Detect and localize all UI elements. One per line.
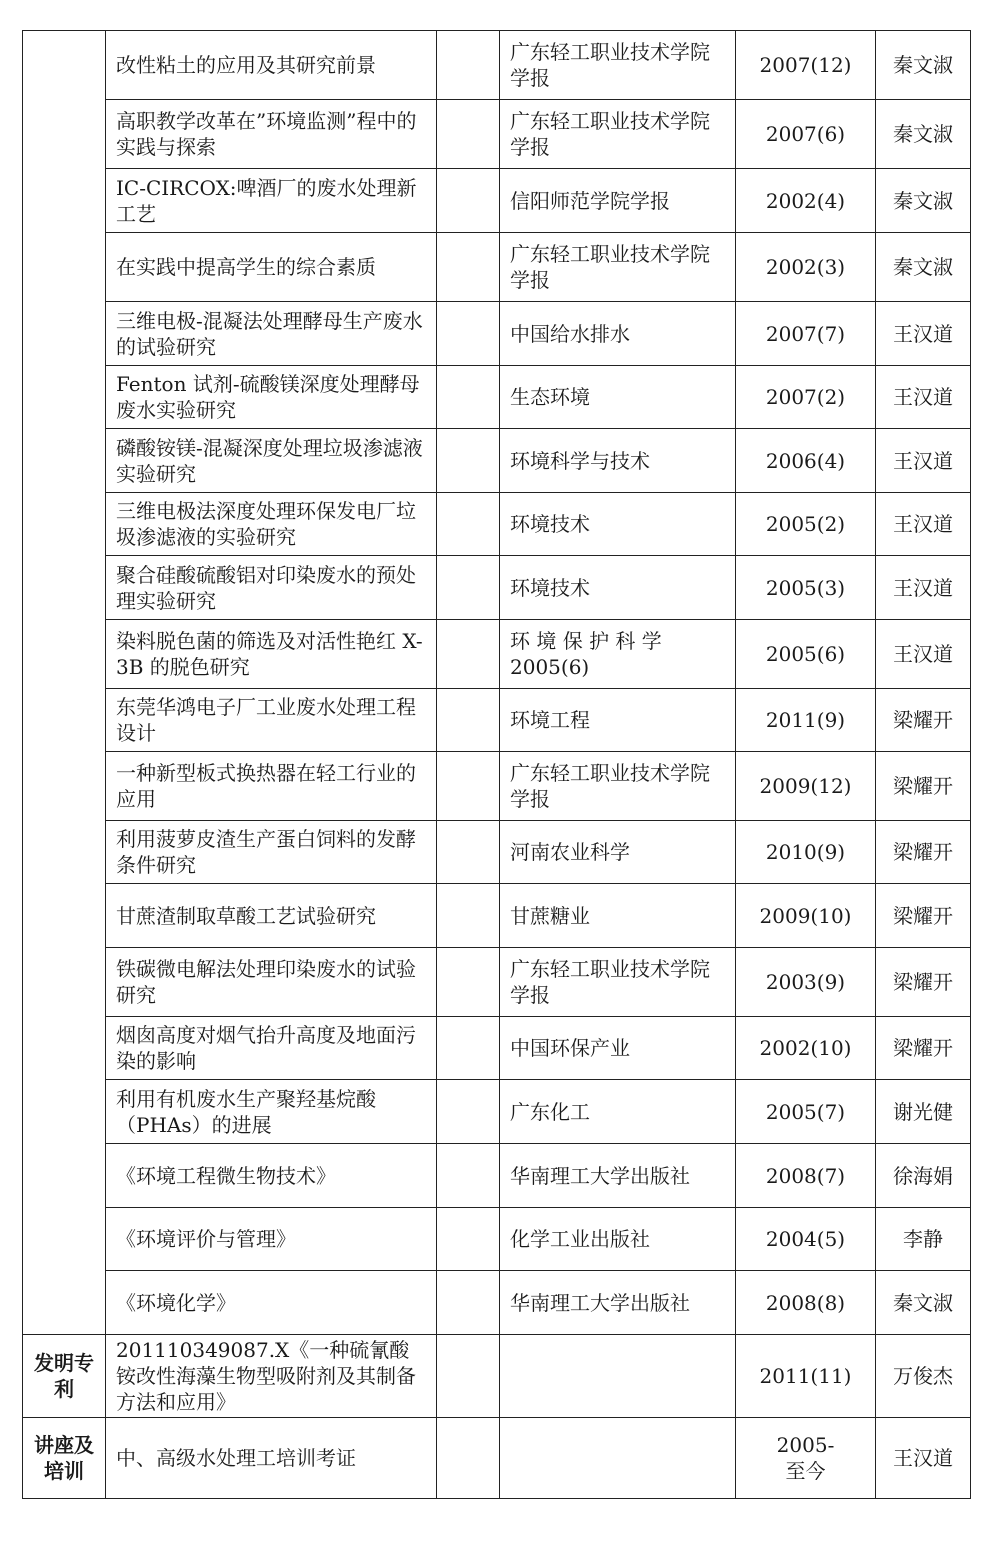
- blank-cell: [437, 1208, 500, 1271]
- paper-row: [23, 493, 971, 556]
- paper-row: [23, 689, 971, 752]
- patent-author: 万俊杰: [876, 1335, 971, 1418]
- paper-title: 在实践中提高学生的综合素质: [106, 233, 437, 302]
- papers-section: [23, 31, 971, 1335]
- paper-author: 秦文淑: [876, 100, 971, 169]
- training-section: [23, 1418, 971, 1499]
- paper-journal: 广东轻工职业技术学院学报: [500, 100, 736, 169]
- paper-author: 王汉道: [876, 366, 971, 429]
- training-title: 中、高级水处理工培训考证: [106, 1418, 437, 1499]
- blank-cell: [437, 1017, 500, 1080]
- blank-cell: [437, 169, 500, 233]
- achievements-table: [22, 30, 971, 1499]
- paper-author: 梁耀开: [876, 752, 971, 821]
- blank-cell: [437, 1418, 500, 1499]
- paper-date: 2007(12): [736, 31, 876, 100]
- paper-title: 三维电极-混凝法处理酵母生产废水的试验研究: [106, 302, 437, 366]
- paper-author: 秦文淑: [876, 169, 971, 233]
- blank-cell: [437, 1080, 500, 1144]
- paper-row: [23, 233, 971, 302]
- paper-date: 2004(5): [736, 1208, 876, 1271]
- paper-title: 高职教学改革在”环境监测”程中的实践与探索: [106, 100, 437, 169]
- paper-date: 2011(9): [736, 689, 876, 752]
- paper-title: 甘蔗渣制取草酸工艺试验研究: [106, 884, 437, 948]
- blank-cell: [437, 366, 500, 429]
- paper-row: [23, 31, 971, 100]
- blank-cell: [437, 1335, 500, 1418]
- paper-title: 利用有机废水生产聚羟基烷酸（PHAs）的进展: [106, 1080, 437, 1144]
- blank-cell: [437, 752, 500, 821]
- paper-date: 2009(10): [736, 884, 876, 948]
- paper-title: 铁碳微电解法处理印染废水的试验研究: [106, 948, 437, 1017]
- paper-author: 李静: [876, 1208, 971, 1271]
- paper-journal: 中国环保产业: [500, 1017, 736, 1080]
- paper-row: [23, 1144, 971, 1208]
- paper-author: 王汉道: [876, 556, 971, 620]
- blank-cell: [437, 948, 500, 1017]
- paper-date: 2007(2): [736, 366, 876, 429]
- paper-title: 改性粘土的应用及其研究前景: [106, 31, 437, 100]
- blank-cell: [437, 31, 500, 100]
- paper-title: IC-CIRCOX:啤酒厂的废水处理新工艺: [106, 169, 437, 233]
- paper-row: [23, 1017, 971, 1080]
- paper-date: 2005(2): [736, 493, 876, 556]
- blank-cell: [437, 493, 500, 556]
- paper-title: 利用菠萝皮渣生产蛋白饲料的发酵条件研究: [106, 821, 437, 884]
- blank-cell: [437, 1144, 500, 1208]
- paper-date: 2007(7): [736, 302, 876, 366]
- paper-journal: 广东轻工职业技术学院学报: [500, 233, 736, 302]
- patent-section: [23, 1335, 971, 1418]
- paper-author: 梁耀开: [876, 689, 971, 752]
- papers-category-cell: [23, 31, 106, 1335]
- patent-date: 2011(11): [736, 1335, 876, 1418]
- paper-journal: 化学工业出版社: [500, 1208, 736, 1271]
- training-journal: [500, 1418, 736, 1499]
- paper-date: 2005(3): [736, 556, 876, 620]
- paper-date: 2010(9): [736, 821, 876, 884]
- paper-row: [23, 752, 971, 821]
- blank-cell: [437, 100, 500, 169]
- paper-journal: 华南理工大学出版社: [500, 1144, 736, 1208]
- paper-author: 秦文淑: [876, 31, 971, 100]
- paper-journal: 生态环境: [500, 366, 736, 429]
- paper-author: 王汉道: [876, 493, 971, 556]
- paper-row: [23, 948, 971, 1017]
- blank-cell: [437, 884, 500, 948]
- paper-author: 梁耀开: [876, 884, 971, 948]
- paper-author: 徐海娟: [876, 1144, 971, 1208]
- blank-cell: [437, 821, 500, 884]
- training-date: 2005- 至今: [736, 1418, 876, 1499]
- paper-author: 谢光健: [876, 1080, 971, 1144]
- paper-row: [23, 100, 971, 169]
- paper-author: 梁耀开: [876, 948, 971, 1017]
- paper-row: [23, 821, 971, 884]
- paper-title: 三维电极法深度处理环保发电厂垃圾渗滤液的实验研究: [106, 493, 437, 556]
- patent-journal: [500, 1335, 736, 1418]
- paper-title: 东莞华鸿电子厂工业废水处理工程设计: [106, 689, 437, 752]
- paper-row: [23, 429, 971, 493]
- paper-row: [23, 302, 971, 366]
- paper-title: 《环境化学》: [106, 1271, 437, 1335]
- paper-date: 2008(7): [736, 1144, 876, 1208]
- paper-journal: 甘蔗糖业: [500, 884, 736, 948]
- blank-cell: [437, 429, 500, 493]
- paper-journal: 环境技术: [500, 556, 736, 620]
- paper-row: [23, 1208, 971, 1271]
- paper-date: 2005(6): [736, 620, 876, 689]
- paper-journal: 环 境 保 护 科 学 2005(6): [500, 620, 736, 689]
- blank-cell: [437, 302, 500, 366]
- blank-cell: [437, 620, 500, 689]
- paper-journal: 广东化工: [500, 1080, 736, 1144]
- paper-title: 《环境工程微生物技术》: [106, 1144, 437, 1208]
- paper-journal: 广东轻工职业技术学院学报: [500, 31, 736, 100]
- patent-title: 201110349087.X《一种硫氰酸铵改性海藻生物型吸附剂及其制备方法和应用》: [106, 1335, 437, 1418]
- paper-author: 王汉道: [876, 302, 971, 366]
- paper-author: 梁耀开: [876, 821, 971, 884]
- paper-date: 2002(4): [736, 169, 876, 233]
- paper-journal: 环境科学与技术: [500, 429, 736, 493]
- paper-date: 2007(6): [736, 100, 876, 169]
- blank-cell: [437, 1271, 500, 1335]
- paper-title: 染料脱色菌的筛选及对活性艳红 X-3B 的脱色研究: [106, 620, 437, 689]
- paper-row: [23, 884, 971, 948]
- paper-row: [23, 169, 971, 233]
- paper-row: [23, 1080, 971, 1144]
- paper-author: 王汉道: [876, 429, 971, 493]
- training-author: 王汉道: [876, 1418, 971, 1499]
- paper-title: 一种新型板式换热器在轻工行业的应用: [106, 752, 437, 821]
- paper-author: 秦文淑: [876, 1271, 971, 1335]
- paper-journal: 中国给水排水: [500, 302, 736, 366]
- paper-title: 烟囱高度对烟气抬升高度及地面污染的影响: [106, 1017, 437, 1080]
- blank-cell: [437, 233, 500, 302]
- paper-row: [23, 1271, 971, 1335]
- paper-row: [23, 620, 971, 689]
- paper-title: 磷酸铵镁-混凝深度处理垃圾渗滤液实验研究: [106, 429, 437, 493]
- paper-date: 2002(3): [736, 233, 876, 302]
- paper-journal: 河南农业科学: [500, 821, 736, 884]
- blank-cell: [437, 689, 500, 752]
- patent-row: [23, 1335, 971, 1418]
- paper-row: [23, 556, 971, 620]
- paper-date: 2003(9): [736, 948, 876, 1017]
- paper-date: 2006(4): [736, 429, 876, 493]
- paper-row: [23, 366, 971, 429]
- paper-author: 秦文淑: [876, 233, 971, 302]
- paper-title: 聚合硅酸硫酸铝对印染废水的预处理实验研究: [106, 556, 437, 620]
- paper-journal: 环境技术: [500, 493, 736, 556]
- paper-title: 《环境评价与管理》: [106, 1208, 437, 1271]
- paper-journal: 信阳师范学院学报: [500, 169, 736, 233]
- paper-journal: 环境工程: [500, 689, 736, 752]
- paper-journal: 广东轻工职业技术学院学报: [500, 948, 736, 1017]
- paper-date: 2009(12): [736, 752, 876, 821]
- patent-category: 发明专利: [23, 1335, 106, 1418]
- training-row: [23, 1418, 971, 1499]
- paper-author: 梁耀开: [876, 1017, 971, 1080]
- paper-date: 2002(10): [736, 1017, 876, 1080]
- blank-cell: [437, 556, 500, 620]
- paper-date: 2005(7): [736, 1080, 876, 1144]
- paper-journal: 广东轻工职业技术学院学报: [500, 752, 736, 821]
- paper-date: 2008(8): [736, 1271, 876, 1335]
- paper-journal: 华南理工大学出版社: [500, 1271, 736, 1335]
- paper-title: Fenton 试剂-硫酸镁深度处理酵母废水实验研究: [106, 366, 437, 429]
- paper-author: 王汉道: [876, 620, 971, 689]
- training-category: 讲座及培训: [23, 1418, 106, 1499]
